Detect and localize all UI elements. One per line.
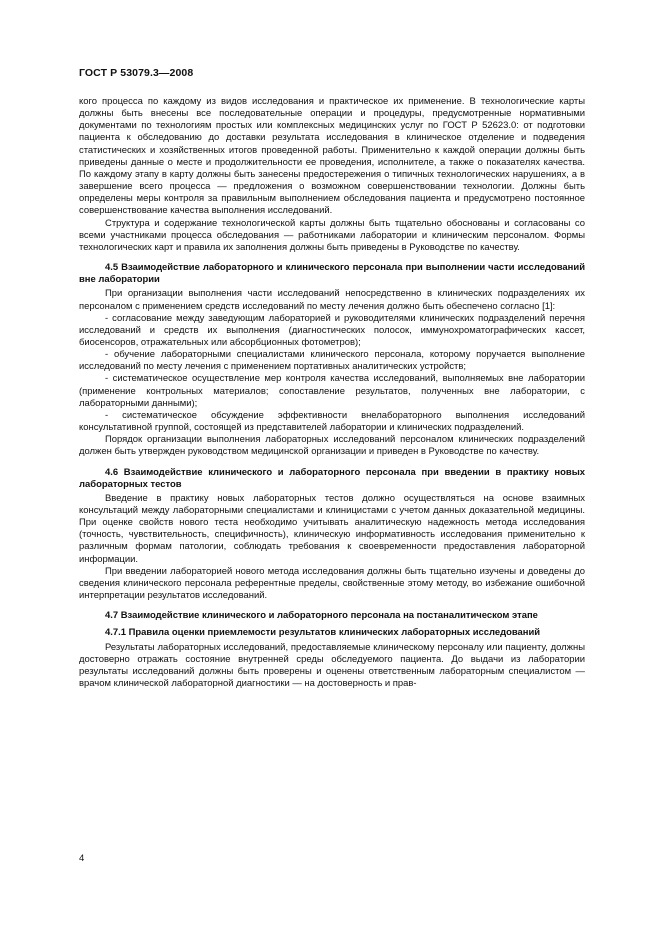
paragraph-procedure-approval: Порядок организации выполнения лабораторных исследований персоналом клинических подразделений должен быть утвержден руководством медицинской организации и приведен в Руководстве по качеству. <box>79 434 585 458</box>
paragraph-outside-lab-intro: При организации выполнения части исследований непосредственно в клинических подразделениях их персоналом с применением средств исследований по месту лечения должно быть обеспечено согласно [1]: <box>79 288 585 312</box>
page-content <box>79 96 585 690</box>
standard-header: ГОСТ Р 53079.3—2008 <box>79 67 194 79</box>
list-item-quality-control: - систематическое осуществление мер контроля качества исследований, выполняемых вне лаборатории (применение контрольных материалов; сопоставление результатов, полученных вне лаборатории, с лабораторными данными); <box>79 373 585 409</box>
paragraph-tech-card-continuation: кого процесса по каждому из видов исследования и практическое их применение. В технологические карты должны быть внесены все последовательные операции и процедуры, предусмотренные нормативными документами по технологиям простых или комплексных медицинских услуг по ГОСТ Р 52623.0: от подготовки пациента к обследованию до доставки результата исследования в клиническое отделение и подведения статистических и хозяйственных итогов проведенной работы. Применительно к каждой операции должны быть приведены данные о месте и продолжительности ее проведения, исполнителе, а также о показателях качества. По каждому этапу в карту должны быть занесены предостережения о типичных технологических нарушениях, а в завершение всего процесса — предложения о возможном совершенствовании технологии. Должны быть определены меры контроля за правильным выполнением обследования пациента и предусмотрено постоянное совершенствование качества выполнения исследований. <box>79 96 585 217</box>
section-heading-4-5: 4.5 Взаимодействие лабораторного и клинического персонала при выполнении части исследований вне лаборатории <box>79 262 585 286</box>
page-number: 4 <box>79 853 85 864</box>
paragraph-results-validity: Результаты лабораторных исследований, предоставляемые клиническому персоналу или пациенту, должны достоверно отражать состояние внутренней среды обследуемого пациента. До выдачи из лаборатории результаты исследований должны быть проверены и оценены ответственным лабораторным специалистом — врачом клинической лабораторной диагностики — на достоверность и прав- <box>79 641 585 690</box>
section-heading-4-7-1: 4.7.1 Правила оценки приемлемости результатов клинических лабораторных исследований <box>105 627 541 639</box>
list-item-training: - обучение лабораторными специалистами клинического персонала, которому поручается выполнение исследований по месту лечения с применением портативных аналитических устройств; <box>79 349 585 373</box>
paragraph-reference-limits: При введении лабораторией нового метода исследования должны быть тщательно изучены и доведены до сведения клинического персонала референтные пределы, свойственные этому методу, во избежание ошибочной интерпретации результатов исследований. <box>79 565 585 602</box>
paragraph-tech-card-structure: Структура и содержание технологической карты должны быть тщательно обоснованы и согласованы со всеми участниками процесса обследования — работниками лаборатории и клиническим персоналом. Формы технологических карт и правила их заполнения должны быть приведены в Руководстве по качеству. <box>79 217 585 253</box>
paragraph-new-tests: Введение в практику новых лабораторных тестов должно осуществляться на основе взаимных консультаций между лабораторными специалистами и клиницистами с учетом данных доказательной медицины. При оценке свойств нового теста необходимо учитывать аналитическую надежность метода исследования (точность, чувствительность, специфичность), клиническую информативность исследования применительно к различным формам патологии, соблюдать требования к своевременности предоставления лабораторной информации. <box>79 492 585 565</box>
section-heading-4-6: 4.6 Взаимодействие клинического и лабораторного персонала при введении в практику новых лабораторных тестов <box>79 466 585 490</box>
list-item-agreement: - согласование между заведующим лабораторией и руководителями клинических подразделений перечня исследований и средств их выполнения (диагностических полосок, иммунохроматографических кассет, биосенсоров, отражательных или абсорбционных фотометров); <box>79 312 585 348</box>
list-item-discussion: - систематическое обсуждение эффективности внелабораторного выполнения исследований консультативной группой, состоящей из представителей лаборатории и клинических подразделений. <box>79 409 585 434</box>
section-heading-4-7: 4.7 Взаимодействие клинического и лабораторного персонала на постаналитическом этапе <box>105 610 538 622</box>
